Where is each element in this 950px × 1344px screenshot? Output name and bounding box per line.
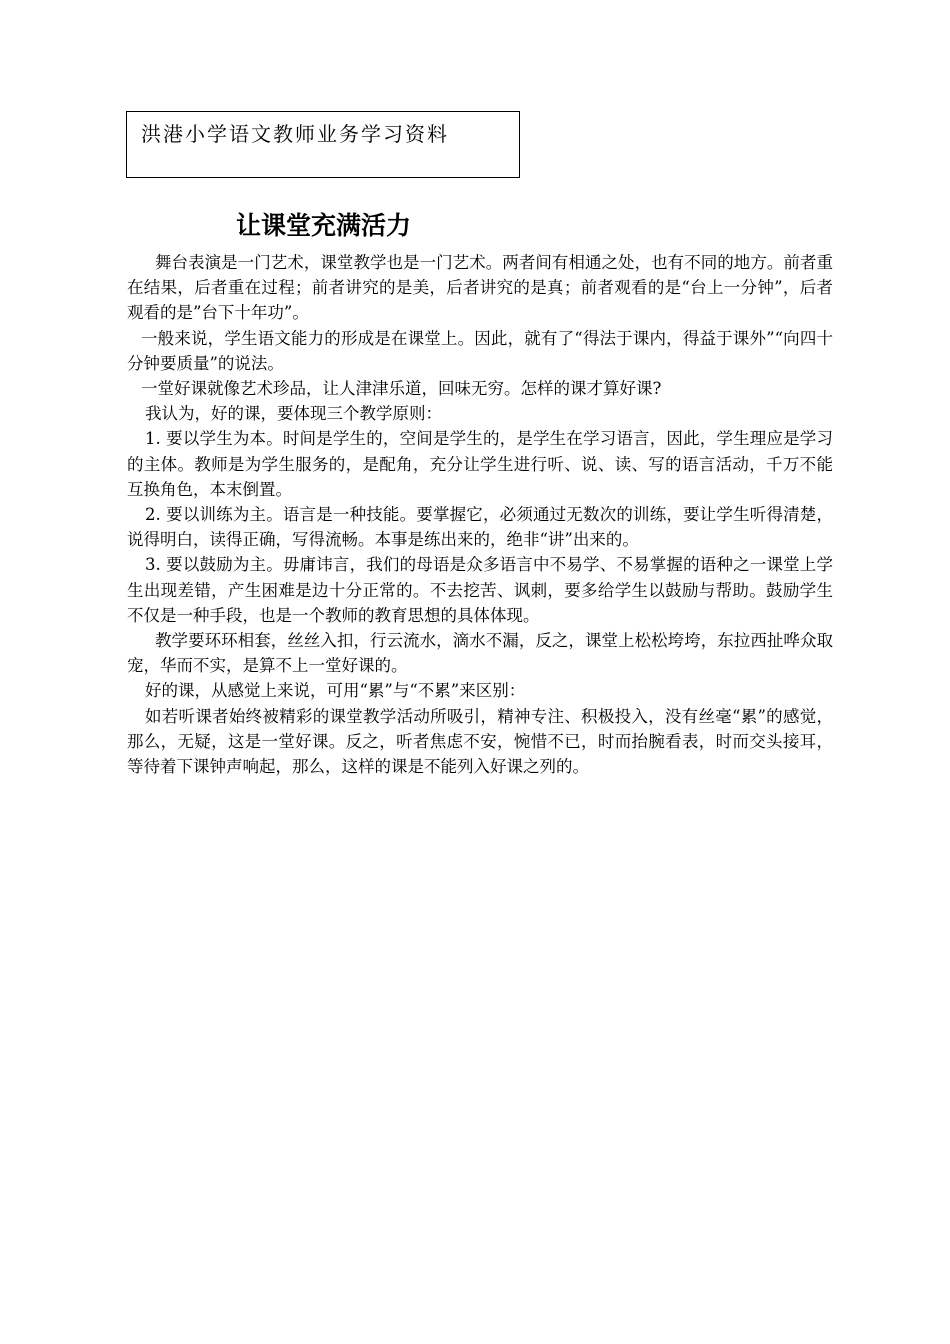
paragraph-4: 我认为，好的课，要体现三个教学原则： bbox=[145, 404, 442, 424]
paragraph-6: 2. 要以训练为主。语言是一种技能。要掌握它，必须通过无数次的训练，要让学生听得清楚，说得明白，读得正确，写得流畅。本事是练出来的，绝非“讲”出来的。 bbox=[127, 505, 833, 550]
header-box-text: 洪港小学语文教师业务学习资料 bbox=[141, 122, 449, 146]
paragraph-8: 教学要环环相套，丝丝入扣，行云流水，滴水不漏，反之，课堂上松松垮垮，东拉西扯哗众取宠，华而不实，是算不上一堂好课的。 bbox=[127, 631, 833, 676]
paragraph-3: 一堂好课就像艺术珍品，让人津津乐道，回味无穷。怎样的课才算好课? bbox=[141, 379, 662, 399]
paragraph-1: 舞台表演是一门艺术，课堂教学也是一门艺术。两者间有相通之处，也有不同的地方。前者重在结果，后者重在过程；前者讲究的是美，后者讲究的是真；前者观看的是“台上一分钟”，后者观看的是”台下十年功”。 bbox=[127, 253, 833, 323]
paragraph-2: 一般来说，学生语文能力的形成是在课堂上。因此，就有了“得法于课内，得益于课外”“向四十分钟要质量”的说法。 bbox=[127, 328, 833, 373]
article-title: 让课堂充满活力 bbox=[236, 211, 412, 240]
paragraph-7: 3. 要以鼓励为主。毋庸讳言，我们的母语是众多语言中不易学、不易掌握的语种之一课堂上学生出现差错，产生困难是边十分正常的。不去挖苦、讽刺，要多给学生以鼓励与帮助。鼓励学生不仅是一种手段，也是一个教师的教育思想的具体体现。 bbox=[127, 555, 833, 625]
paragraph-5: 1. 要以学生为本。时间是学生的，空间是学生的，是学生在学习语言，因此，学生理应是学习的主体。教师是为学生服务的，是配角，充分让学生进行听、说、读、写的语言活动，千万不能互换角色，本末倒置。 bbox=[127, 429, 833, 499]
article-body bbox=[127, 250, 833, 779]
header-box bbox=[126, 111, 520, 178]
paragraph-10: 如若听课者始终被精彩的课堂教学活动所吸引，精神专注、积极投入，没有丝毫“累”的感觉，那么，无疑，这是一堂好课。反之，听者焦虑不安，惋惜不已，时而抬腕看表，时而交头接耳，等待着下课钟声响起，那么，这样的课是不能列入好课之列的。 bbox=[127, 706, 833, 777]
paragraph-9: 好的课，从感觉上来说，可用“累”与“不累”来区别： bbox=[145, 681, 526, 701]
